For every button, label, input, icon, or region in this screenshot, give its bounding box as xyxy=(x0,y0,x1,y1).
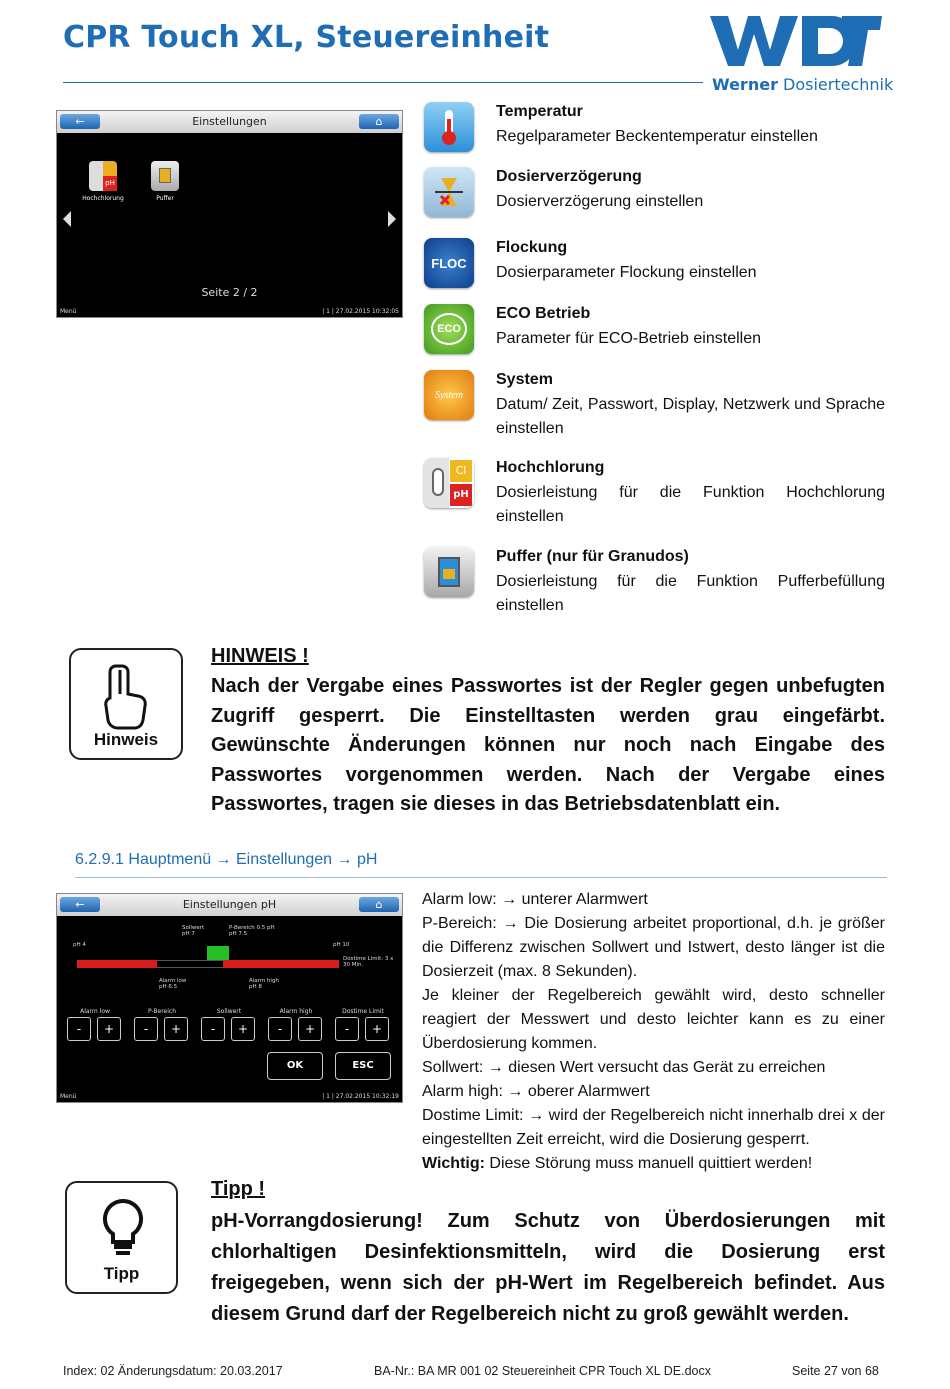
screen-footer-date: | 1 | 27.02.2015 10:32:19 xyxy=(322,1093,399,1100)
ph-text-sollwert: Sollwert: → diesen Wert versucht das Gerät zu erreichen xyxy=(422,1059,826,1076)
screen-footer xyxy=(57,1092,402,1102)
item-desc-temperatur: Regelparameter Beckentemperatur einstellen xyxy=(496,128,818,145)
ctrl-label-p-bereich: P-Bereich xyxy=(147,1008,177,1015)
hochchlorung-icon: Cl pH xyxy=(424,458,474,508)
ph-explanation xyxy=(422,888,885,1176)
puffer-icon xyxy=(151,161,179,191)
dostime-plus-button: + xyxy=(365,1017,389,1041)
ph-text-alarm-high: Alarm high: → oberer Alarmwert xyxy=(422,1083,650,1100)
sollwert-marker xyxy=(207,946,229,960)
hochchlorung-icon: pH xyxy=(89,161,117,191)
floc-icon: FLOC xyxy=(424,238,474,288)
ph-text-dostime: Dostime Limit: → wird der Regelbereich nicht innerhalb drei x der eingestellten Zeit erreicht, wird die Dosierung gesperrt. xyxy=(422,1107,885,1148)
eco-icon: ECO xyxy=(424,304,474,354)
ph-text-p-bereich: P-Bereich: → Die Dosierung arbeitet proportional, d.h. je größer die Differenz zwischen Sollwert und Istwert, desto länger ist die Dosierzeit (max. 8 Sekunden). xyxy=(422,915,885,980)
hinweis-heading: HINWEIS ! xyxy=(211,645,309,667)
ok-button: OK xyxy=(267,1052,323,1080)
footer-ba-number: BA-Nr.: BA MR 001 02 Steuereinheit CPR Touch XL DE.docx xyxy=(374,1364,711,1378)
screen-footer-date: | 1 | 27.02.2015 10:32:05 xyxy=(322,308,399,315)
alarm-low-minus-button: - xyxy=(67,1017,91,1041)
ph-max-label: pH 10 xyxy=(333,942,350,948)
screen-titlebar xyxy=(57,111,402,133)
item-desc-hochchlorung: Dosierleistung für die Funktion Hochchlorung einstellen xyxy=(496,484,885,525)
item-desc-flockung: Dosierparameter Flockung einstellen xyxy=(496,264,757,281)
ph-text-alarm-low: Alarm low: → unterer Alarmwert xyxy=(422,891,648,908)
screen-footer-menu: Menü xyxy=(60,1093,77,1100)
ph-range-bar xyxy=(157,960,223,968)
alarm-low-plus-button: + xyxy=(97,1017,121,1041)
p-bereich-minus-button: - xyxy=(134,1017,158,1041)
sollwert-minus-button: - xyxy=(201,1017,225,1041)
screen-title: Einstellungen xyxy=(192,115,267,128)
sollwert-top-label: Sollwert pH 7 xyxy=(182,925,205,937)
hinweis-body: Nach der Vergabe eines Passwortes ist der Regler gegen unbefugten Zugriff gesperrt. Die Einstelltasten werden grau eingefärbt. Gewünschte Änderungen können nur noch nach Eingabe des Passwortes vorgenommen werden. Nach der Vergabe eines Passwortes, tragen sie dieses in das Betriebsdatenblatt ein. xyxy=(211,675,885,815)
screen-footer-menu: Menü xyxy=(60,308,77,315)
settings-screen-image xyxy=(56,110,403,318)
screen-title: Einstellungen pH xyxy=(182,898,277,911)
screen-footer xyxy=(57,307,402,317)
back-button: ← xyxy=(60,114,100,129)
system-icon: System xyxy=(424,370,474,420)
page-indicator: Seite 2 / 2 xyxy=(201,286,258,299)
item-desc-puffer: Dosierleistung für die Funktion Pufferbefüllung einstellen xyxy=(496,573,885,614)
alarm-low-label: Alarm low pH 6.5 xyxy=(159,978,187,990)
ctrl-label-dostime: Dostime Limit xyxy=(342,1008,384,1015)
ph-text-regelbereich: Je kleiner der Regelbereich gewählt wird, desto schneller reagiert der Messwert und desto leichter kann es zu einer Überdosierung kommen. xyxy=(422,987,885,1052)
esc-button: ESC xyxy=(335,1052,391,1080)
icon-label-hochchlorung: Hochchlorung xyxy=(82,195,124,202)
item-desc-dosierverzoegerung: Dosierverzögerung einstellen xyxy=(496,193,704,210)
dostime-minus-button: - xyxy=(335,1017,359,1041)
hinweis-icon xyxy=(69,648,183,760)
alarm-high-minus-button: - xyxy=(268,1017,292,1041)
item-title-dosierverzoegerung: Dosierverzögerung xyxy=(496,168,642,185)
home-button: ⌂ xyxy=(359,897,399,912)
item-title-eco: ECO Betrieb xyxy=(496,305,591,322)
ph-min-label: pH 4 xyxy=(73,942,86,948)
item-desc-eco: Parameter für ECO-Betrieb einstellen xyxy=(496,330,761,347)
item-desc-system: Datum/ Zeit, Passwort, Display, Netzwerk und Sprache einstellen xyxy=(496,396,885,437)
tipp-heading: Tipp ! xyxy=(211,1178,266,1200)
p-bereich-plus-button: + xyxy=(164,1017,188,1041)
dostime-label: Dostime Limit: 3 x 30 Min. xyxy=(343,956,394,968)
sollwert-plus-button: + xyxy=(231,1017,255,1041)
thermometer-icon xyxy=(424,102,474,152)
tipp-icon xyxy=(65,1181,178,1294)
right-arrow-icon xyxy=(388,211,396,227)
tipp-caption: Tipp xyxy=(103,1264,140,1283)
ctrl-label-alarm-high: Alarm high xyxy=(279,1008,313,1015)
section-heading: 6.2.9.1 Hauptmenü → Einstellungen → pH xyxy=(75,851,378,868)
alarm-high-plus-button: + xyxy=(298,1017,322,1041)
footer-page: Seite 27 von 68 xyxy=(792,1364,879,1378)
ctrl-label-sollwert: Sollwert xyxy=(216,1008,242,1015)
item-title-system: System xyxy=(496,371,553,388)
item-title-temperatur: Temperatur xyxy=(496,103,583,120)
alarm-high-label: Alarm high pH 8 xyxy=(249,978,279,990)
screen-titlebar xyxy=(57,894,402,916)
logo-subtitle: Werner Dosiertechnik xyxy=(712,75,894,94)
item-title-puffer: Puffer (nur für Granudos) xyxy=(496,548,689,565)
icon-label-puffer: Puffer xyxy=(156,195,174,202)
back-button: ← xyxy=(60,897,100,912)
header-divider xyxy=(63,82,703,83)
left-arrow-icon xyxy=(63,211,71,227)
ctrl-label-alarm-low: Alarm low xyxy=(80,1008,110,1015)
page-title: CPR Touch XL, Steuereinheit xyxy=(63,20,550,55)
hinweis-caption: Hinweis xyxy=(93,730,159,749)
hourglass-icon xyxy=(424,167,474,217)
ph-settings-screen-image xyxy=(56,893,403,1103)
home-button: ⌂ xyxy=(359,114,399,129)
tipp-body: pH-Vorrangdosierung! Zum Schutz von Überdosierungen mit chlorhaltigen Desinfektionsmitteln, wird die Dosierung erst freigegeben, wenn sich der pH-Wert im Regelbereich befindet. Aus diesem Grund darf der Regelbereich nicht zu groß gewählt werden. xyxy=(211,1210,885,1325)
puffer-icon xyxy=(424,547,474,597)
footer-index: Index: 02 Änderungsdatum: 20.03.2017 xyxy=(63,1364,283,1378)
section-divider xyxy=(75,877,887,878)
item-title-flockung: Flockung xyxy=(496,239,568,256)
pbereich-top-label: P-Bereich 0.5 pH pH 7.5 xyxy=(229,925,275,937)
ph-text-wichtig: Wichtig: Diese Störung muss manuell quittiert werden! xyxy=(422,1155,813,1172)
item-title-hochchlorung: Hochchlorung xyxy=(496,459,605,476)
